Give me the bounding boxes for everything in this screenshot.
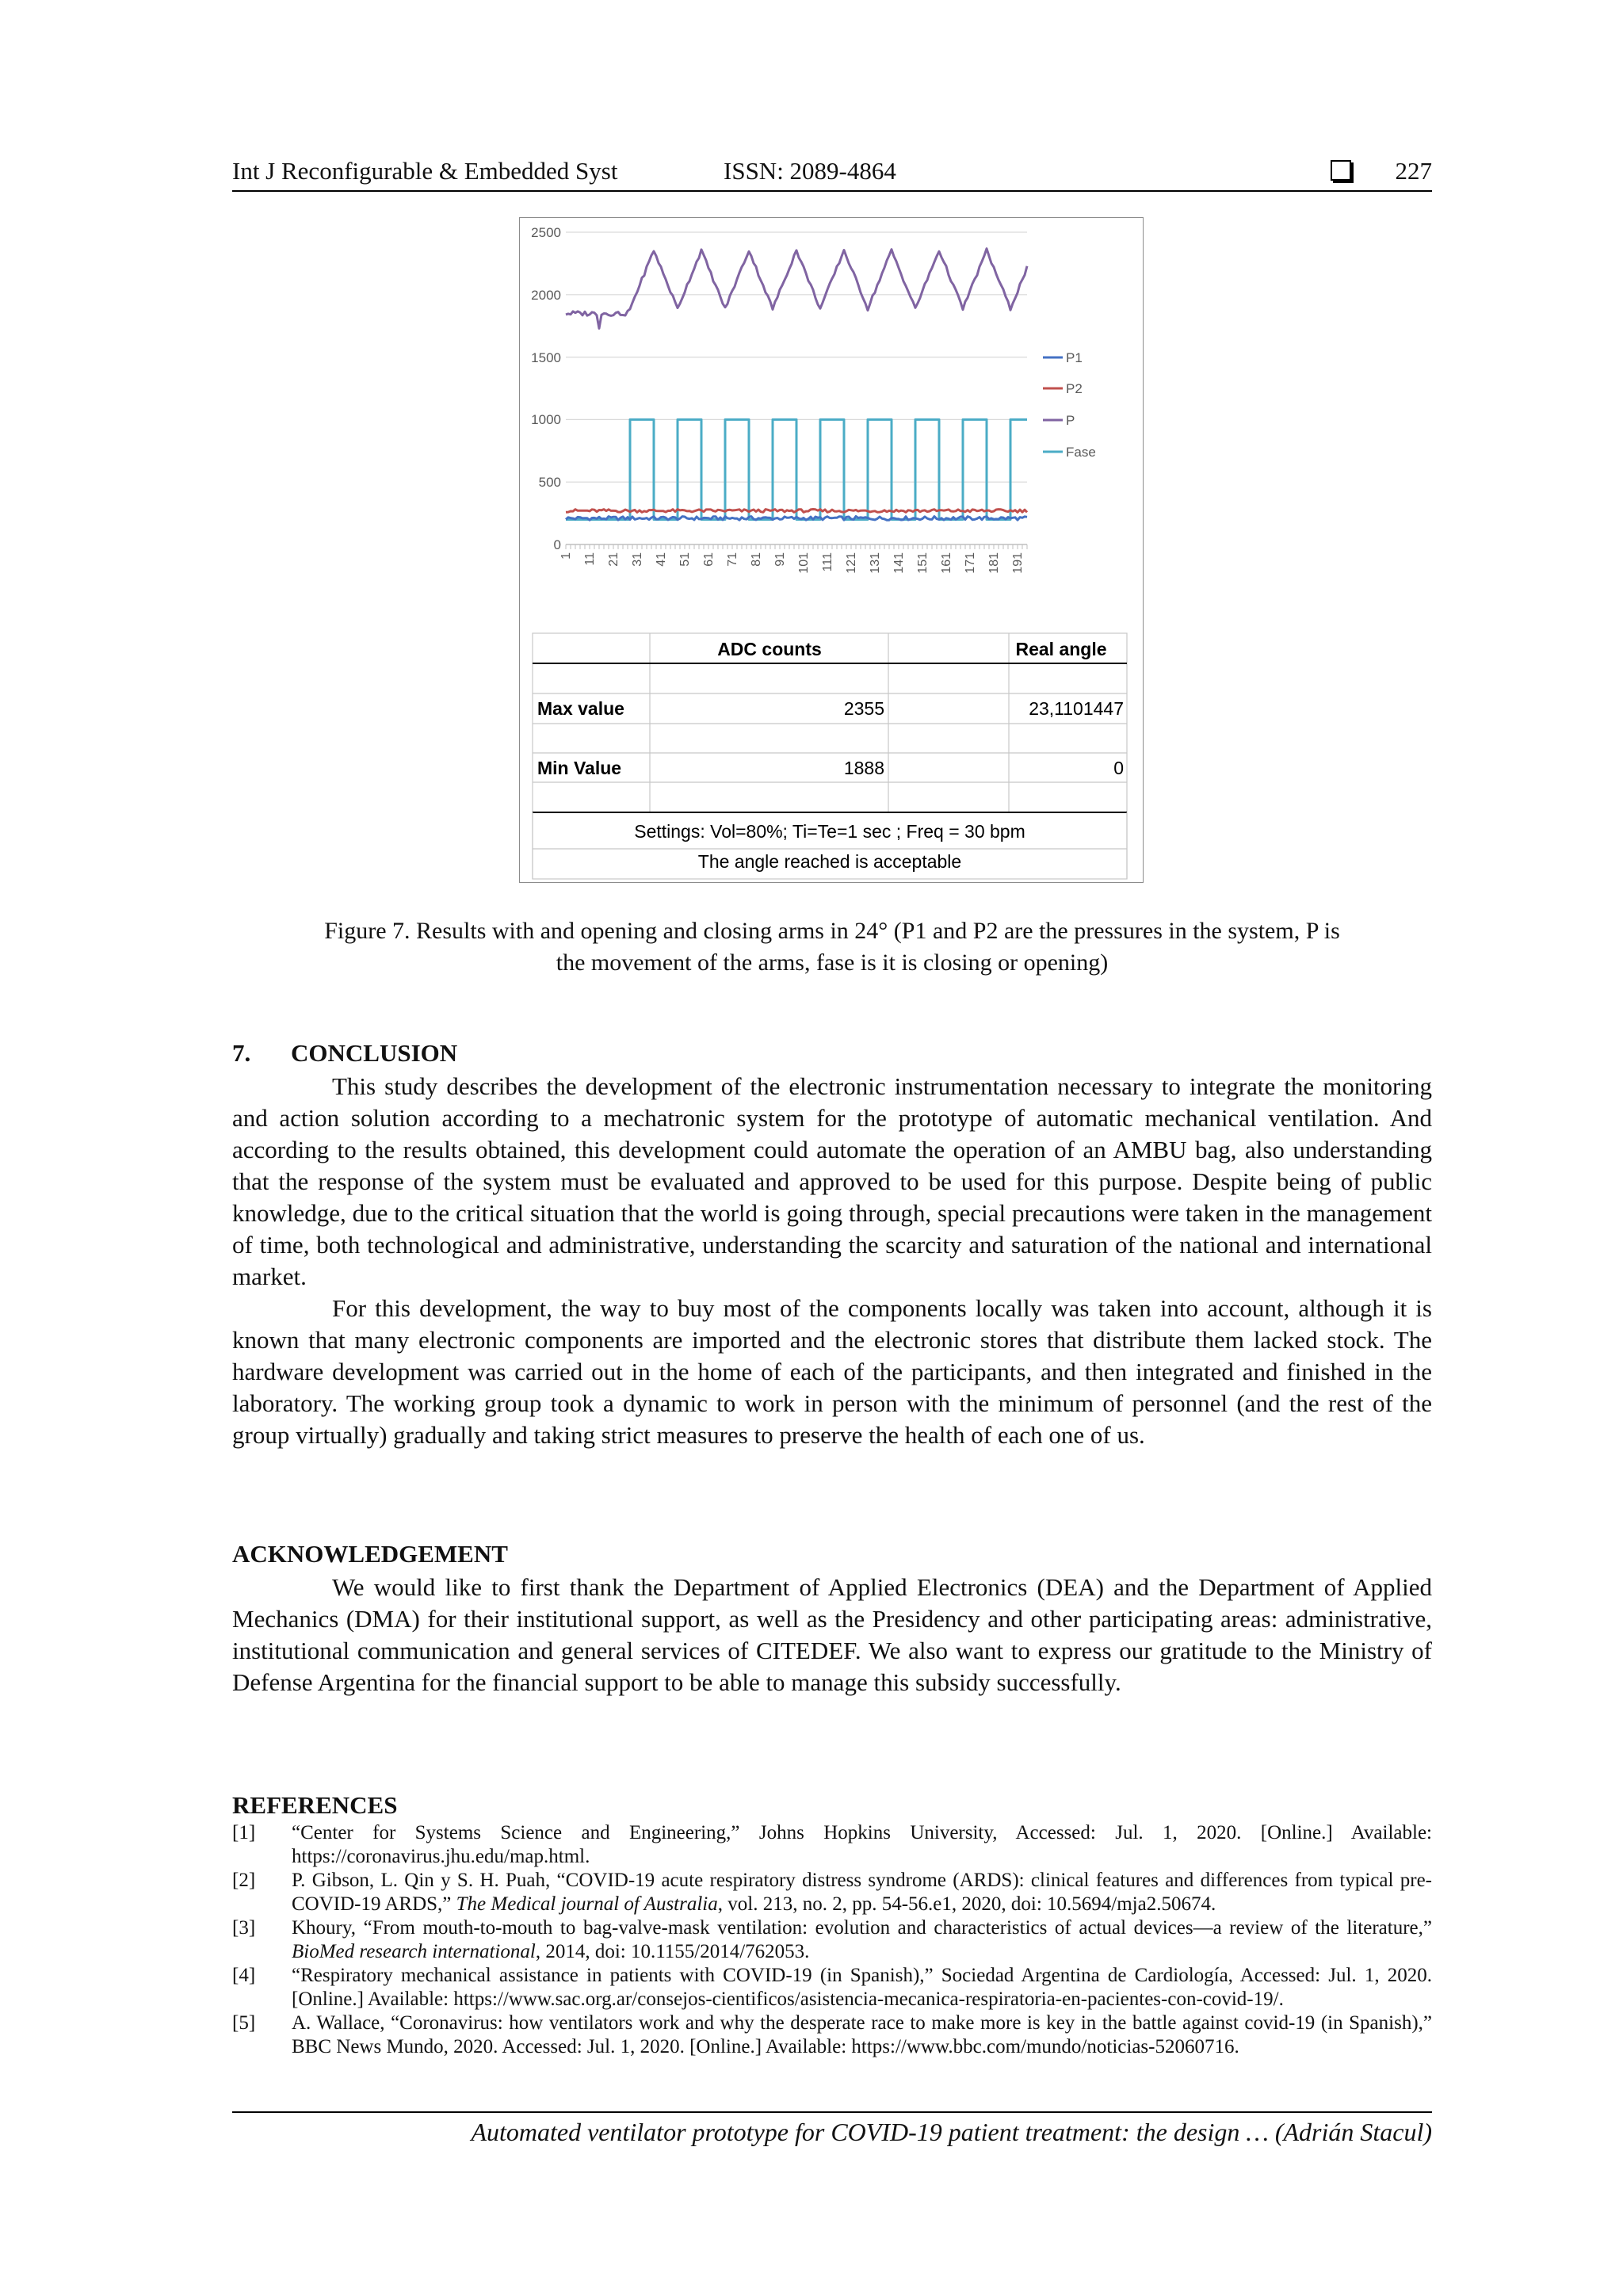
series-line-fase <box>566 419 1027 519</box>
table-cell: 23,1101447 <box>1029 698 1124 719</box>
table-row-label: Min Value <box>537 758 622 778</box>
section-heading-acknowledgement: ACKNOWLEDGEMENT <box>232 1540 508 1568</box>
figure-caption <box>232 915 1432 979</box>
section-number: 7. <box>232 1039 251 1067</box>
table-header-adc: ADC counts <box>717 639 822 659</box>
section-heading-conclusion <box>232 1039 457 1068</box>
reference-text: A. Wallace, “Coronavirus: how ventilators work and why the desperate race to make more is key in the battle against covid-19 (in Spanish),” BBC News Mundo, 2020. Accessed: Jul. 1, 2020. [Online.] Available: https://www.bbc.com/mundo/noticias-52060716. <box>292 2012 1432 2057</box>
x-tick-label: 141 <box>892 552 906 574</box>
x-tick-label: 11 <box>583 552 597 566</box>
x-tick-label: 151 <box>916 552 930 574</box>
reference-text: “Respiratory mechanical assistance in patients with COVID-19 (in Spanish),” Sociedad Argentina de Cardiología, Accessed: Jul. 1, 2020. [Online.] Available: https://www.sac.org.ar/consejos-cientificos/asistencia-mecanica-respiratoria-en-pacientes-con-covid-19/. <box>292 1965 1432 2010</box>
reference-text: Khoury, “From mouth-to-mouth to bag-valve-mask ventilation: evolution and characteristics of actual devices—a review of the literature,” <box>292 1917 1432 1939</box>
reference-item <box>232 1916 1432 1963</box>
reference-text: “Center for Systems Science and Engineering,” Johns Hopkins University, Accessed: Jul. 1, 2020. [Online.] Available: https://coronavirus.jhu.edu/map.html. <box>292 1822 1432 1867</box>
table-cell: 2355 <box>843 698 884 719</box>
x-tick-label: 31 <box>631 552 644 567</box>
paragraph: This study describes the development of the electronic instrumentation necessary to integrate the monitoring and action solution according to a mechatronic system for the prototype of automatic mechanical ventilation. And according to the results obtained, this development could automate the operation of an AMBU bag, also understanding that the response of the system must be evaluated and approved to be used for this purpose. Despite being of public knowledge, due to the critical situation that the world is going through, special precautions were taken in the management of time, both technological and administrative, understanding the scarcity and saturation of the national and international market. <box>232 1072 1432 1290</box>
x-tick-label: 61 <box>702 552 716 567</box>
legend-label-p1: P1 <box>1066 350 1083 365</box>
caption-line: the movement of the arms, fase is it is closing or opening) <box>556 949 1109 976</box>
paragraph: For this development, the way to buy most of the components locally was taken into account, although it is known that many electronic components are imported and the electronic stores that distribute them lacked stock. The hardware development was carried out in the home of each of the participants, and then integrated and finished in the laboratory. The working group took a dynamic to work in person with the minimum of personnel (and the rest of the group virtually) gradually and taking strict measures to preserve the health of each one of us. <box>232 1294 1432 1449</box>
reference-text: , 2014, doi: 10.1155/2014/762053. <box>535 1940 810 1962</box>
figure-7 <box>519 217 1144 883</box>
reference-text: P. Gibson, L. Qin y S. H. Puah, “COVID-19 acute respiratory distress syndrome (ARDS): clinical features and differences from typical pre-COVID-19 ARDS,” <box>292 1870 1432 1915</box>
table-cell: 1888 <box>843 758 884 778</box>
checkbox-square-icon <box>1331 160 1351 181</box>
y-tick-label: 1500 <box>531 350 561 365</box>
running-header <box>232 155 1432 192</box>
reference-item <box>232 2011 1432 2058</box>
x-tick-label: 111 <box>821 552 834 572</box>
results-chart <box>520 218 1143 882</box>
y-tick-label: 2000 <box>531 288 561 303</box>
conclusion-body <box>232 1071 1432 1451</box>
reference-journal: The Medical journal of Australia <box>456 1893 718 1915</box>
reference-list <box>232 1821 1432 2059</box>
caption-line: Figure 7. Results with and opening and closing arms in 24° (P1 and P2 are the pressures in the system, P is <box>324 918 1340 944</box>
y-tick-label: 500 <box>538 475 561 490</box>
results-table <box>533 633 1127 879</box>
page-number: 227 <box>1395 157 1432 185</box>
legend-label-p2: P2 <box>1066 381 1083 396</box>
reference-number: [2] <box>232 1870 256 1891</box>
paragraph: We would like to first thank the Department of Applied Electronics (DEA) and the Department of Applied Mechanics (DMA) for their institutional support, as well as the Presidency and other participating areas: administrative, institutional communication and general services of CITEDEF. We also want to express our gratitude to the Ministry of Defense Argentina for the financial support to be able to manage this subsidy successfully. <box>232 1573 1432 1696</box>
x-tick-label: 191 <box>1011 552 1025 574</box>
section-title: CONCLUSION <box>291 1039 458 1067</box>
x-tick-label: 81 <box>750 552 763 567</box>
table-note: The angle reached is acceptable <box>697 851 962 872</box>
table-header-angle: Real angle <box>1015 639 1107 659</box>
legend-label-fase: Fase <box>1066 445 1096 460</box>
reference-item <box>232 1821 1432 1868</box>
running-footer: Automated ventilator prototype for COVID-19 patient treatment: the design … (Adrián Stacul) <box>471 2118 1432 2146</box>
x-tick-label: 41 <box>655 552 668 567</box>
x-tick-label: 101 <box>797 552 811 574</box>
y-tick-label: 0 <box>553 537 561 552</box>
series-line-p2 <box>566 510 1027 513</box>
x-tick-label: 1 <box>559 552 573 560</box>
reference-text: , vol. 213, no. 2, pp. 54-56.e1, 2020, doi: 10.5694/mja2.50674. <box>717 1893 1216 1915</box>
section-heading-references: REFERENCES <box>232 1791 398 1819</box>
reference-item <box>232 1869 1432 1916</box>
issn: ISSN: 2089-4864 <box>724 157 896 185</box>
table-row-label: Max value <box>537 698 624 719</box>
acknowledgement-body <box>232 1572 1432 1698</box>
x-tick-label: 121 <box>845 552 858 574</box>
reference-number: [4] <box>232 1965 256 1986</box>
reference-number: [5] <box>232 2012 256 2034</box>
reference-item <box>232 1964 1432 2011</box>
table-cell: 0 <box>1113 758 1124 778</box>
legend-label-p: P <box>1066 413 1075 428</box>
table-settings: Settings: Vol=80%; Ti=Te=1 sec ; Freq = 30 bpm <box>634 821 1025 842</box>
y-tick-label: 1000 <box>531 412 561 427</box>
reference-number: [1] <box>232 1822 256 1843</box>
journal-name: Int J Reconfigurable & Embedded Syst <box>232 157 618 185</box>
x-tick-label: 91 <box>773 552 787 567</box>
series-line-p <box>566 249 1027 329</box>
x-tick-label: 21 <box>607 552 621 567</box>
x-tick-label: 131 <box>869 552 882 574</box>
x-tick-label: 161 <box>940 552 953 574</box>
x-tick-label: 71 <box>726 552 739 567</box>
reference-journal: BioMed research international <box>292 1940 536 1962</box>
y-tick-label: 2500 <box>531 225 561 240</box>
x-tick-label: 171 <box>964 552 977 574</box>
x-tick-label: 51 <box>678 552 692 567</box>
footer-rule <box>232 2111 1432 2113</box>
reference-number: [3] <box>232 1917 256 1939</box>
x-tick-label: 181 <box>987 552 1001 574</box>
